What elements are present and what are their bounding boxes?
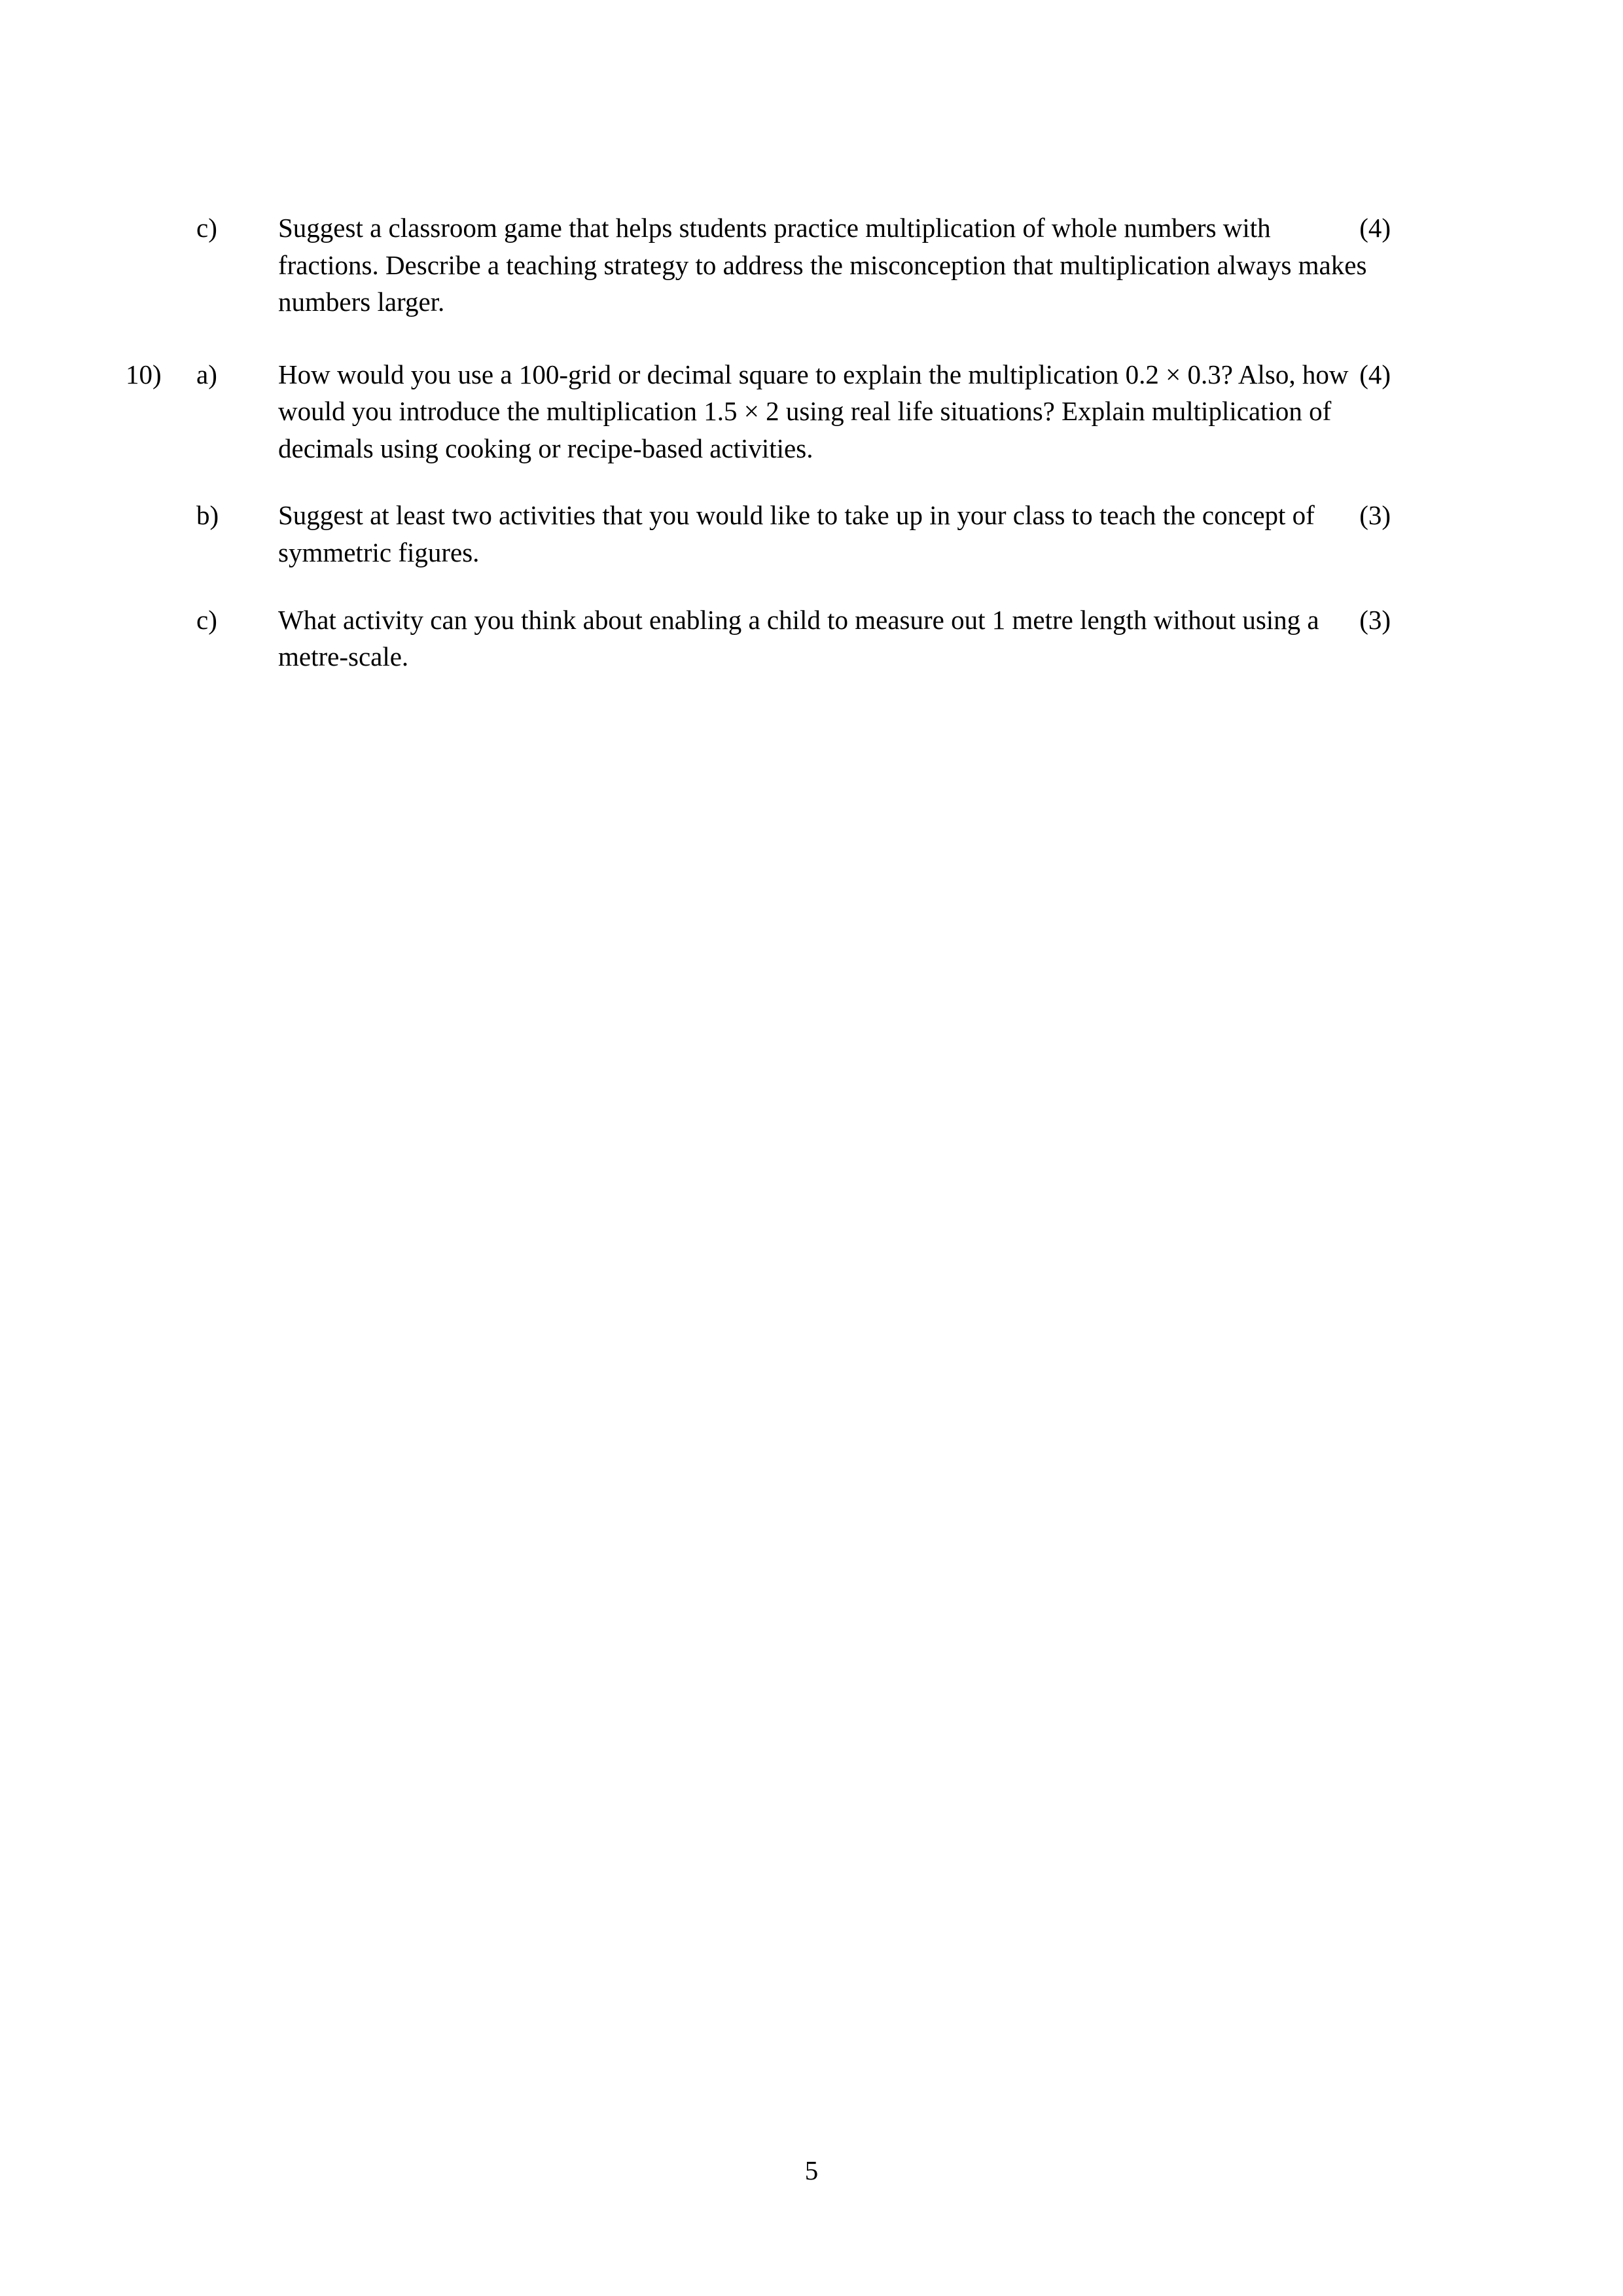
page-number: 5 (804, 2155, 819, 2185)
question-row (118, 601, 1427, 675)
question-text: Suggest at least two activities that you would like to take up in your class to teach the concept of symmetric figures. (278, 500, 1315, 568)
question-body (278, 601, 1391, 675)
question-marks: (3) (1359, 604, 1391, 635)
question-number: 10) (126, 359, 162, 389)
question-block-c-top (118, 209, 1427, 321)
question-sublabel: b) (196, 500, 219, 531)
question-row (118, 209, 1427, 321)
question-text: Suggest a classroom game that helps students practice multiplication of whole numbers with fractions. Describe a teaching strategy to address the misconception that multiplication always makes numbers larger. (278, 213, 1367, 317)
question-text: How would you use a 100-grid or decimal square to explain the multiplication 0.2 × 0.3? Also, how would you introduce the multiplication 1.5 × 2 using real life situations? Explain multiplication of decimals using cooking or recipe-based activities. (278, 359, 1349, 463)
question-text: What activity can you think about enabling a child to measure out 1 metre length without using a metre-scale. (278, 604, 1319, 672)
question-marks: (4) (1359, 359, 1391, 389)
question-block-10 (118, 356, 1427, 675)
question-sublabel: a) (196, 359, 217, 389)
question-body (278, 497, 1391, 571)
question-sublabel: c) (196, 213, 217, 243)
question-marks: (4) (1359, 213, 1391, 243)
question-body (278, 209, 1391, 321)
question-body (278, 356, 1391, 467)
question-sublabel: c) (196, 604, 217, 635)
question-marks: (3) (1359, 500, 1391, 531)
question-row (118, 497, 1427, 571)
question-row (118, 356, 1427, 467)
